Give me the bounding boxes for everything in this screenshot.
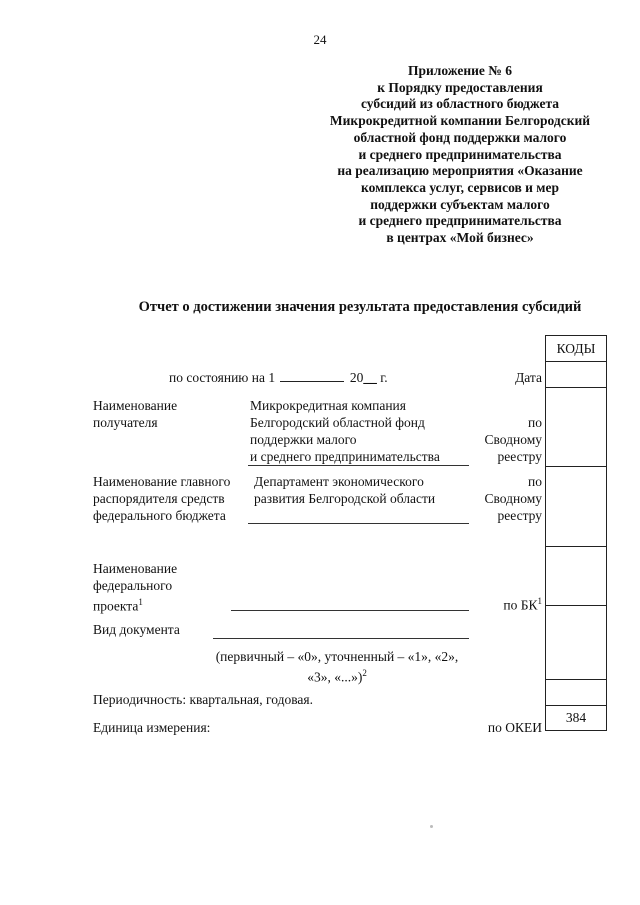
header-line: на реализацию мероприятия «Оказание: [337, 163, 583, 179]
header-line: субсидий из областного бюджета: [360, 96, 560, 112]
bk-label-text: по БК: [503, 597, 538, 613]
year-prefix: 20: [349, 370, 364, 385]
scan-speck: [430, 825, 433, 828]
bk-code-label: [440, 593, 542, 614]
header-line: в центрах «Мой бизнес»: [386, 230, 534, 246]
recipient-value: [250, 397, 440, 465]
doc-type-hint-line: «3», «...»): [307, 669, 363, 685]
header-line: к Порядку предоставления: [377, 79, 543, 95]
appendix-header: [270, 63, 640, 247]
code-label-line: Сводному: [484, 491, 542, 506]
federal-project-label-line: Наименование: [93, 561, 178, 576]
code-cell-recipient: [546, 388, 607, 467]
federal-project-underline: [231, 610, 469, 611]
manager-value: [254, 473, 435, 507]
code-label-line: реестру: [497, 508, 542, 523]
code-label-line: по: [528, 415, 542, 430]
header-line: комплекса услуг, сервисов и мер: [360, 179, 559, 195]
federal-project-label-line: федерального: [93, 578, 173, 593]
code-cell-manager: [546, 467, 607, 547]
header-line: и среднего предпринимательства: [358, 146, 562, 162]
recipient-value-line: поддержки малого: [250, 432, 357, 447]
manager-value-line: развития Белгородской области: [254, 491, 436, 506]
date-line: [169, 369, 388, 386]
doc-type-label: Вид документа: [93, 622, 180, 637]
header-line: Приложение № 6: [408, 63, 512, 78]
header-line: поддержки субъектам малого: [370, 196, 550, 212]
doc-type-hint: [205, 648, 469, 686]
code-cell-okei: 384: [546, 706, 607, 731]
manager-underline: [248, 523, 469, 524]
codes-table: [545, 335, 607, 731]
doc-type-underline: [213, 638, 469, 639]
year-blank: __: [363, 370, 377, 385]
page-number: 24: [313, 32, 327, 47]
footnote-mark: 2: [362, 668, 367, 678]
code-cell-doc-type: [546, 606, 607, 680]
recipient-underline: [248, 465, 469, 466]
code-cell-bk: [546, 547, 607, 606]
manager-code-label: [440, 473, 542, 524]
header-line: и среднего предпринимательства: [358, 213, 562, 229]
code-cell-periodicity: [546, 680, 607, 706]
recipient-code-label: [440, 414, 542, 465]
header-line: областной фонд поддержки малого: [353, 129, 567, 145]
okei-code-label: по ОКЕИ: [487, 720, 542, 735]
code-label-line: Сводному: [484, 432, 542, 447]
periodicity: Периодичность: квартальная, годовая.: [93, 692, 313, 707]
header-line: Микрокредитной компании Белгородский: [329, 113, 591, 129]
recipient-label-line: Наименование: [93, 398, 178, 413]
unit-label: Единица измерения:: [93, 720, 211, 735]
recipient-value-line: Белгородский областной фонд: [250, 415, 425, 430]
federal-project-label: [93, 560, 177, 615]
footnote-mark: 1: [138, 597, 143, 607]
recipient-value-line: и среднего предпринимательства: [250, 449, 440, 464]
manager-value-line: Департамент экономического: [254, 474, 424, 489]
code-label-line: реестру: [497, 449, 542, 464]
recipient-label-line: получателя: [93, 415, 158, 430]
codes-header: КОДЫ: [546, 336, 607, 362]
manager-label-line: Наименование главного: [93, 474, 231, 489]
report-title: Отчет о достижении значения результата предоставления субсидий: [138, 299, 582, 315]
recipient-label: [93, 397, 177, 431]
recipient-value-line: Микрокредитная компания: [250, 398, 406, 413]
manager-label-line: распорядителя средств: [93, 491, 225, 506]
federal-project-label-line: проекта: [93, 598, 139, 614]
date-prefix: по состоянию на 1: [169, 370, 276, 385]
code-label-line: по: [528, 474, 542, 489]
date-suffix: г.: [380, 370, 388, 385]
manager-label: [93, 473, 230, 524]
code-cell-date: [546, 362, 607, 388]
footnote-mark: 1: [537, 596, 542, 606]
date-code-label: Дата: [515, 370, 542, 385]
doc-type-hint-line: (первичный – «0», уточненный – «1», «2»,: [215, 649, 459, 664]
manager-label-line: федерального бюджета: [93, 508, 226, 523]
date-blank: [280, 370, 344, 382]
